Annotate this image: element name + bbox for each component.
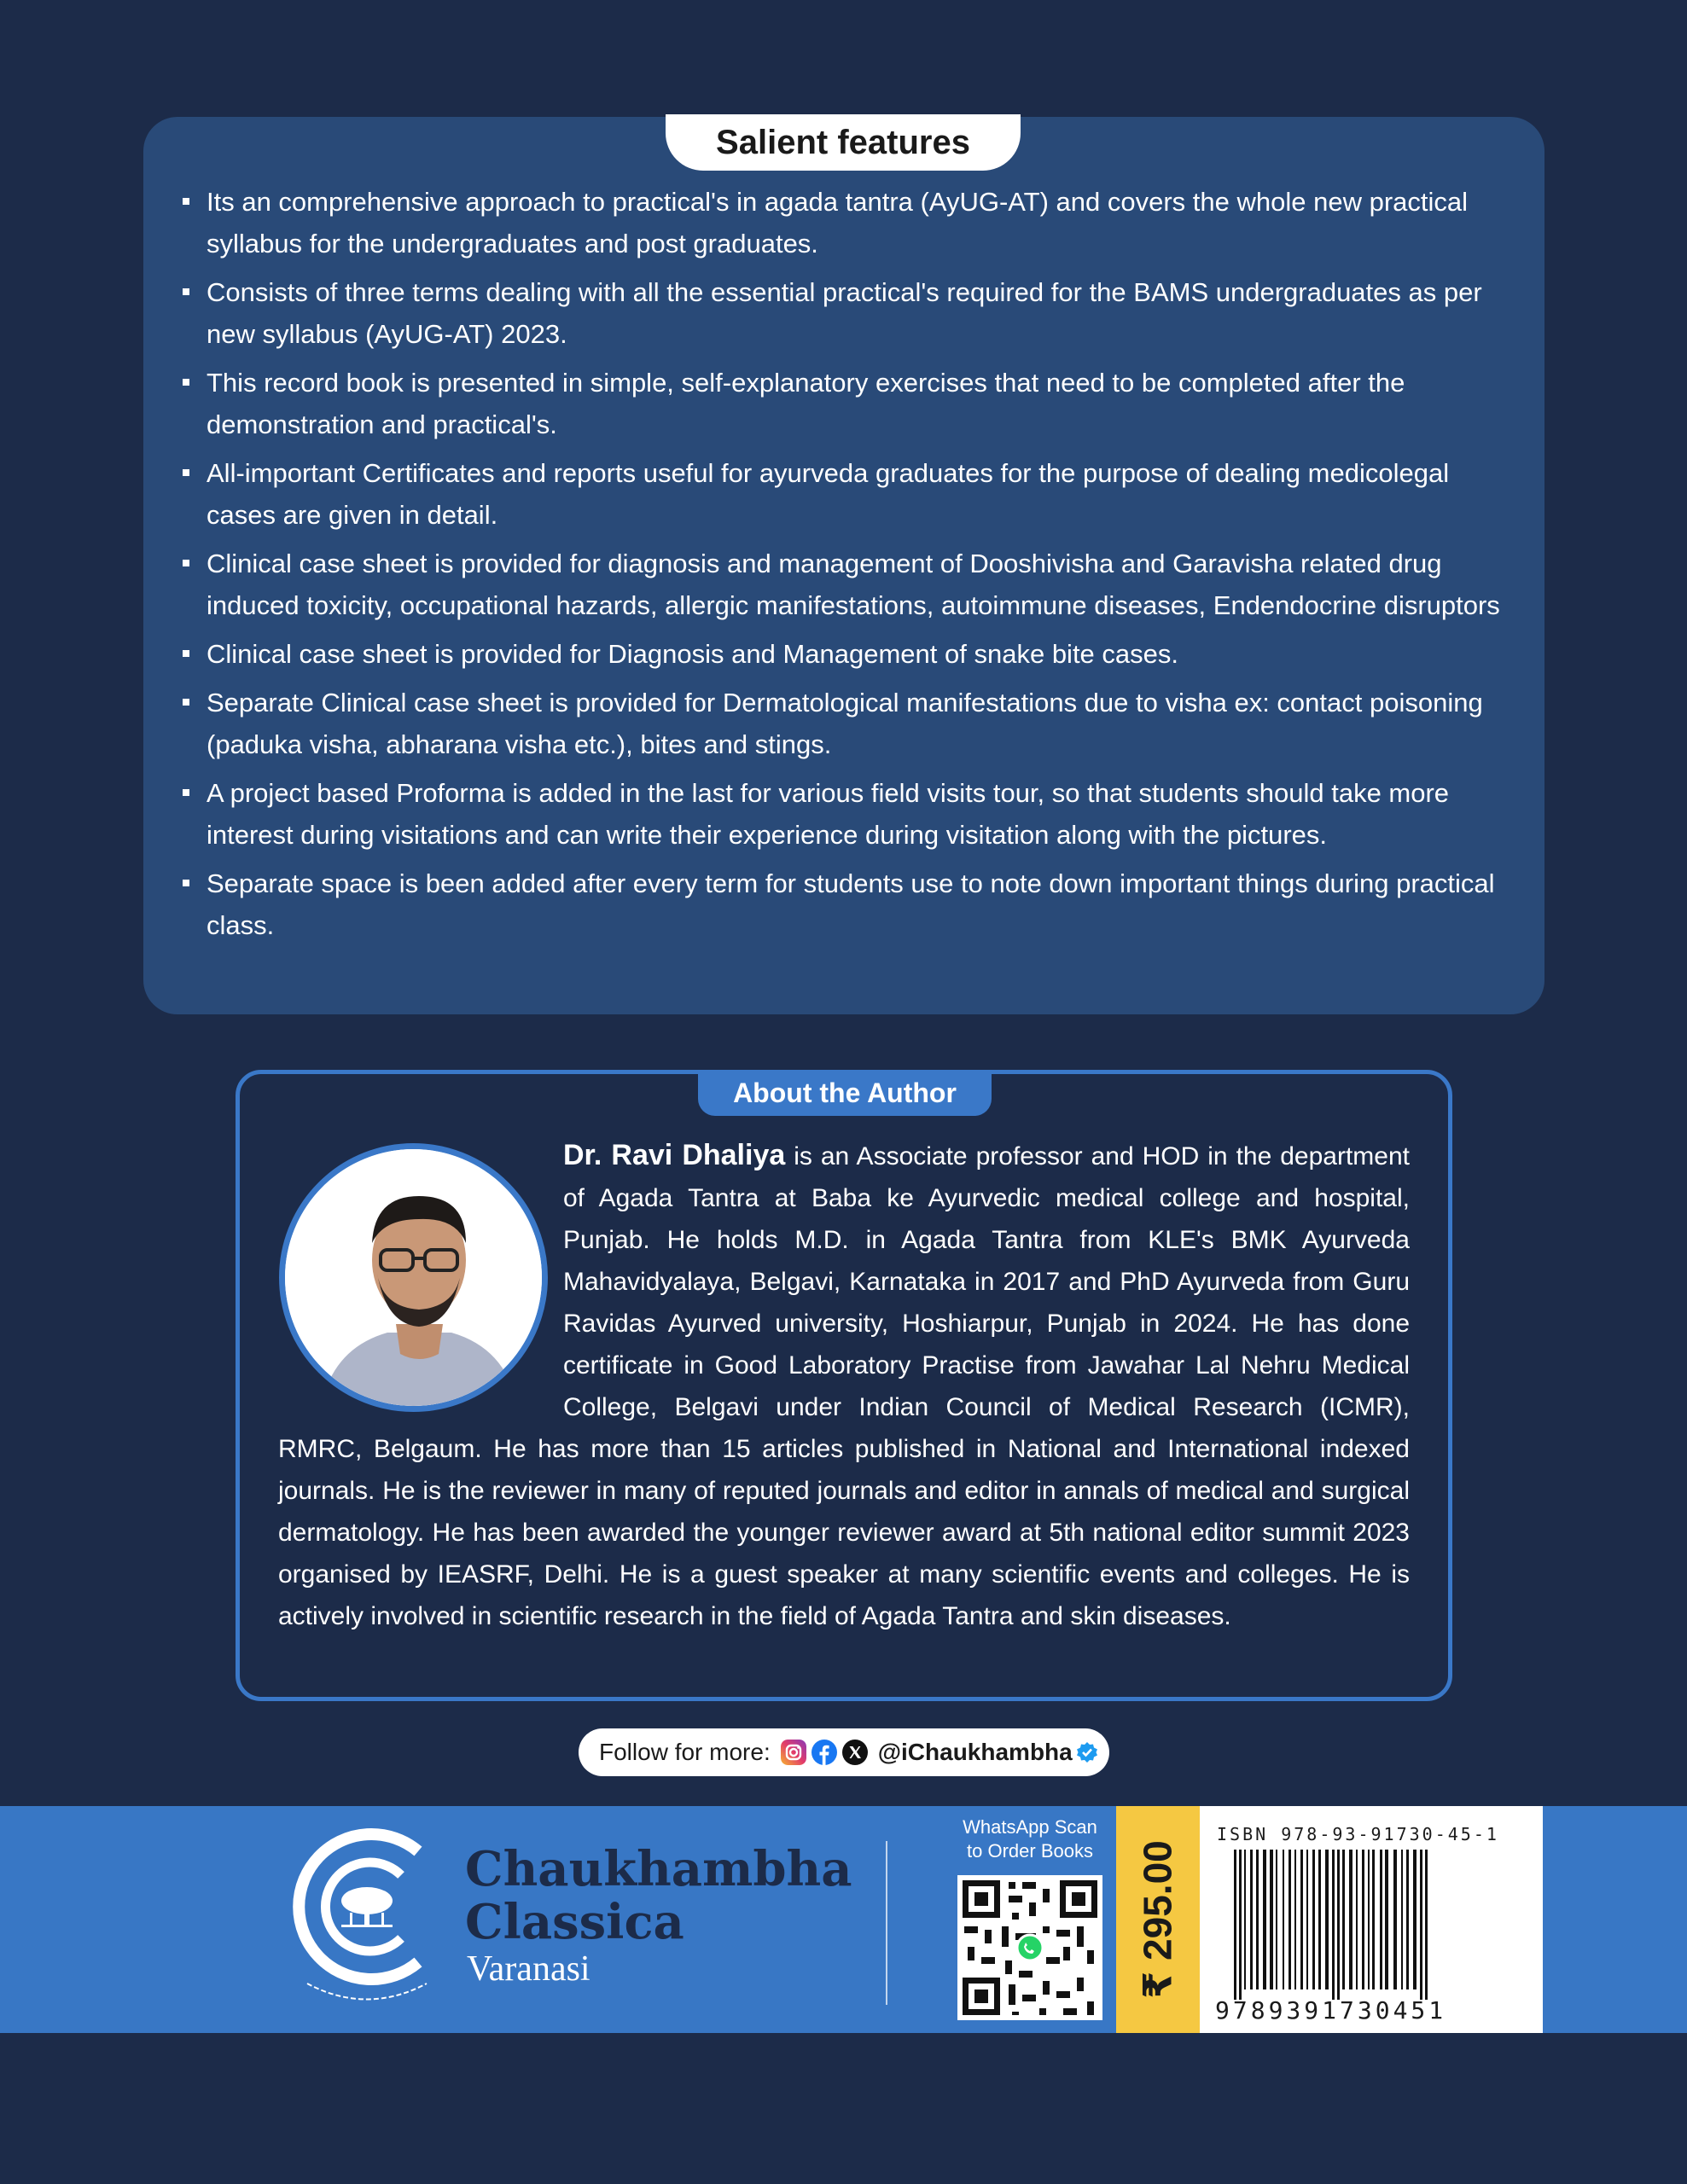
isbn-barcode-icon: [1234, 1850, 1490, 2000]
barcode-bar: [1234, 1850, 1236, 2000]
barcode-bar: [1263, 1850, 1266, 1989]
feature-item: Separate Clinical case sheet is provided for Dermatological manifestations due to visha ex: contact poisoning (paduka visha, abharana visha etc.), bites and stings.: [179, 682, 1510, 765]
barcode-bar: [1306, 1850, 1308, 1989]
barcode-bar: [1372, 1850, 1375, 1989]
bullet-icon: [183, 469, 189, 476]
feature-item: Separate space is been added after every term for students use to note down important things during practical class.: [179, 863, 1510, 946]
barcode-bar: [1342, 1850, 1345, 1989]
bullet-icon: [183, 699, 189, 706]
feature-item: Its an comprehensive approach to practical's in agada tantra (AyUG-AT) and covers the whole new practical syllabus for the undergraduates and post graduates.: [179, 181, 1510, 264]
barcode-bar: [1356, 1850, 1358, 1989]
facebook-icon[interactable]: [812, 1740, 837, 1765]
about-author-heading: About the Author: [698, 1070, 992, 1116]
barcode-bar: [1289, 1850, 1291, 1989]
verified-icon: [1076, 1741, 1098, 1763]
feature-item: Consists of three terms dealing with all the essential practical's required for the BAMS undergraduates as per new syllabus (AyUG-AT) 2023.: [179, 271, 1510, 355]
barcode-bar: [1276, 1850, 1277, 1989]
salient-features-heading: Salient features: [666, 114, 1021, 171]
barcode-bar: [1325, 1850, 1329, 1989]
publisher-name: Chaukhambha Classica: [465, 1841, 852, 1950]
barcode-bar: [1250, 1850, 1253, 1989]
barcode-bar: [1283, 1850, 1284, 1989]
author-bio: [278, 1135, 1410, 1637]
barcode-bar: [1256, 1850, 1259, 1989]
isbn-digits: 9789391730451: [1215, 1996, 1447, 2024]
barcode-bar: [1332, 1850, 1335, 2000]
feature-item: Clinical case sheet is provided for Diagnosis and Management of snake bite cases.: [179, 633, 1510, 675]
bullet-icon: [183, 789, 189, 796]
feature-item: All-important Certificates and reports useful for ayurveda graduates for the purpose of dealing medicolegal cases are given in detail.: [179, 452, 1510, 536]
barcode-bar: [1385, 1850, 1388, 1989]
barcode-bar: [1401, 1850, 1403, 1989]
barcode-bar: [1239, 1850, 1242, 2000]
barcode-bar: [1420, 1850, 1422, 2000]
price-label: ₹ 295.00: [1136, 1840, 1181, 1999]
follow-label: Follow for more:: [599, 1739, 771, 1765]
barcode-bar: [1368, 1850, 1370, 1989]
chaukhambha-logo-icon: [282, 1817, 452, 2013]
author-bio-text: is an Associate professor and HOD in the department of Agada Tantra at Baba ke Ayurvedic medical college and hospital, Punjab. He holds M.D. in Agada Tantra from KLE's BMK Ayurveda Mahavidyalaya, Belgavi, Karnataka in 2017 and PhD Ayurveda from Guru Ravidas Ayurved university, Hoshiarpur, Punjab in 2024. He has done certificate in Good Laboratory Practise from Jawahar Lal Nehru Medical College, Belgavi under Indian Council of Medical Research (ICMR), RMRC, Belgaum. He has more than 15 articles published in National and International indexed journals. He is the reviewer in many of reputed journals and editor in annals of medical and surgical dermatology. He has been awarded the younger reviewer award at 5th national editor summit 2023 organised by IEASRF, Delhi. He is a guest speaker at many scientific events and colleges. He is actively involved in scientific research in the field of Agada Tantra and skin diseases.: [278, 1142, 1410, 1630]
instagram-icon[interactable]: [781, 1740, 806, 1765]
x-icon[interactable]: [842, 1740, 868, 1765]
barcode-bar: [1380, 1850, 1382, 1989]
social-handle[interactable]: @iChaukhambha: [877, 1739, 1073, 1765]
barcode-bar: [1349, 1850, 1353, 1989]
qr-code-icon[interactable]: [957, 1875, 1102, 2020]
feature-item: This record book is presented in simple, self-explanatory exercises that need to be completed after the demonstration and practical's.: [179, 362, 1510, 445]
barcode-bar: [1406, 1850, 1409, 1989]
band-divider: [886, 1841, 887, 2005]
feature-item: Clinical case sheet is provided for diagnosis and management of Dooshivisha and Garavisha related drug induced toxicity, occupational hazards, allergic manifestations, autoimmune diseases, Endendocrine disruptors: [179, 543, 1510, 626]
barcode-bar: [1318, 1850, 1321, 1989]
barcode-bar: [1312, 1850, 1315, 1989]
whatsapp-order-text: WhatsApp Scan to Order Books: [963, 1816, 1097, 1862]
barcode-bar: [1413, 1850, 1416, 1989]
barcode-bar: [1244, 1850, 1246, 1989]
barcode-bar: [1300, 1850, 1303, 1989]
bullet-icon: [183, 379, 189, 386]
barcode-bar: [1362, 1850, 1364, 1989]
follow-bar[interactable]: [579, 1728, 1109, 1776]
bullet-icon: [183, 288, 189, 295]
barcode-bar: [1337, 1850, 1340, 2000]
isbn-label: ISBN 978-93-91730-45-1: [1217, 1824, 1499, 1844]
bullet-icon: [183, 198, 189, 205]
bullet-icon: [183, 650, 189, 657]
barcode-bar: [1425, 1850, 1428, 2000]
features-list: [179, 181, 1510, 953]
author-name: Dr. Ravi Dhaliya: [563, 1139, 786, 1171]
barcode-bar: [1270, 1850, 1273, 1989]
bullet-icon: [183, 880, 189, 886]
barcode-bar: [1294, 1850, 1296, 1989]
bullet-icon: [183, 560, 189, 566]
barcode-bar: [1393, 1850, 1397, 1989]
publisher-city: Varanasi: [467, 1949, 590, 1989]
feature-item: A project based Proforma is added in the last for various field visits tour, so that students should take more interest during visitations and can write their experience during visitation along with the pictures.: [179, 772, 1510, 856]
